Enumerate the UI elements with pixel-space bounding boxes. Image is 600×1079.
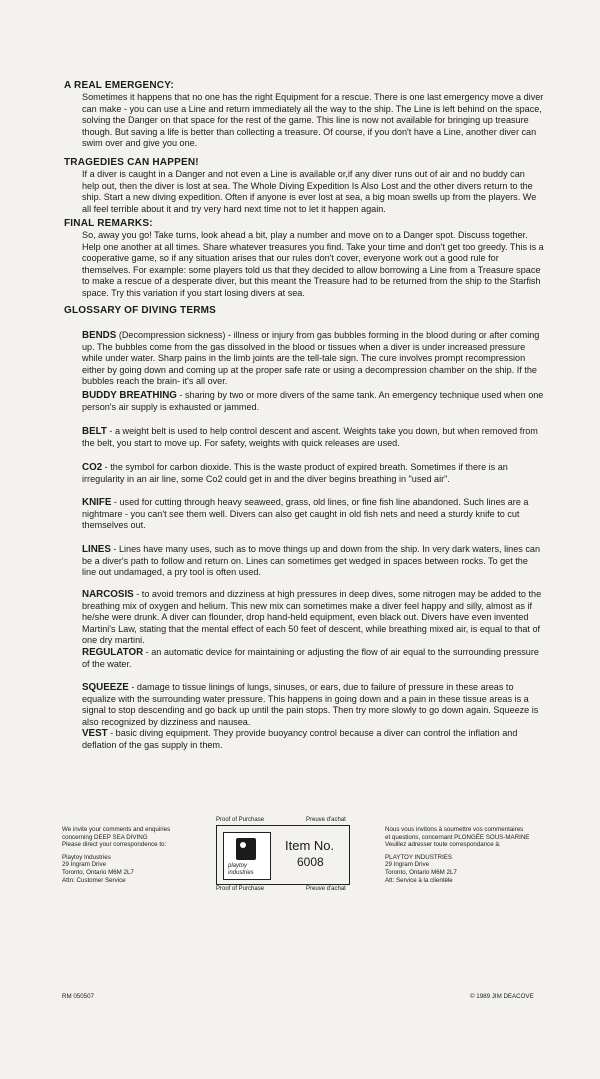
contact-line: We invite your comments and enquiries (62, 826, 171, 833)
glossary-entry-narcosis (82, 589, 544, 647)
glossary-entry-regulator (82, 647, 544, 670)
glossary-term: CO2 (82, 462, 103, 473)
item-number: 6008 (297, 855, 324, 869)
contact-line: concerning DEEP SEA DIVING (62, 833, 148, 841)
proof-top-left: Proof of Purchase (216, 817, 265, 823)
glossary-term: BELT (82, 426, 107, 437)
glossary-definition: - damage to tissue linings of lungs, sinuses, or ears, due to failure of pressure in these areas to equalize with the surrounding water pressure. This happens in going down and a pain in these tissue areas is a signal to stop descending and go back up until the pain stops. Then try more slowly to go down again. Squeeze is also recognized by dizziness and nausea. (82, 682, 539, 727)
glossary-definition: - the symbol for carbon dioxide. This is the waste product of expired breath. Sometimes if there is an irregularity in an air line, some Co2 could get in and the diver begins breathing in "used air". (82, 462, 508, 484)
glossary-heading: GLOSSARY OF DIVING TERMS (64, 305, 217, 316)
final-remarks-heading: FINAL REMARKS: (64, 218, 153, 229)
glossary-term: SQUEEZE (82, 682, 129, 693)
contact-line: 29 Ingram Drive (62, 861, 107, 869)
item-label: Item No. (285, 838, 335, 853)
glossary-term: REGULATOR (82, 647, 144, 658)
glossary-definition: (Decompression sickness) - illness or injury from gas bubbles forming in the blood during or after coming up. The bubbles come from the gas dissolved in the blood or tissues when a diver is under increased pressure while under water. Sharp pains in the limb joints are the tell-tale sign. The cure involves prompt recompression either by going down and coming up at the proper safe rate or using a decompression chamber on the ship. If the bubbles reach the brain- it's all over. (82, 330, 540, 387)
contact-french (385, 826, 555, 884)
contact-english (62, 826, 212, 884)
contact-line: Playtoy Industries (62, 853, 111, 861)
glossary-entry-knife (82, 497, 544, 532)
proof-top-right: Preuve d'achat (306, 817, 346, 823)
glossary-term: BENDS (82, 330, 117, 341)
contact-line: 29 Ingram Drive (385, 861, 430, 869)
copyright-notice: © 1989 JIM DEACOVE (470, 993, 534, 1000)
glossary-definition: - to avoid tremors and dizziness at high pressures in deep dives, some nitrogen may be added to the breathing mix of oxygen and helium. This new mix can sometimes make a diver feel happy and silly, almost as if he/she were drunk. A diver can flounder, drop hand-held equipment, even black out. Divers have even invented Martini's Law, stating that the mental effect of each 50 feet of descent, while breathing mixed air, is equal to that of one dry martini. (82, 589, 542, 646)
glossary-entry-buddy-breathing (82, 390, 544, 413)
emergency-section (64, 80, 544, 150)
glossary-entry-co2 (82, 462, 544, 485)
glossary-entry-vest (82, 728, 544, 751)
glossary-heading-block (64, 305, 544, 317)
glossary-term: NARCOSIS (82, 589, 134, 600)
glossary-definition: - basic diving equipment. They provide buoyancy control because a diver can control the inflation and deflation of the gas supply in them. (82, 728, 518, 750)
final-remarks-section (64, 218, 544, 300)
glossary-term: VEST (82, 728, 108, 739)
glossary-term: KNIFE (82, 497, 112, 508)
glossary-term: LINES (82, 544, 111, 555)
glossary-entry-bends (82, 330, 544, 388)
glossary-entry-squeeze (82, 682, 544, 728)
tragedies-heading: TRAGEDIES CAN HAPPEN! (64, 157, 199, 168)
contact-line: Attn: Customer Service (62, 876, 126, 884)
contact-line: Toronto, Ontario M6M 2L7 (62, 868, 134, 876)
logo-text: playtoy industries (228, 863, 254, 876)
emergency-body: Sometimes it happens that no one has the right Equipment for a rescue. There is one last emergency move a diver can make - you can use a Line and return immediately all the way to the ship. The Line is left behind on the space, solving the Danger on that space for the rest of the game. This line is now not available for bringing up treasure though. But saving a life is better than collecting a treasure. Of course, if you don't have a Line, another diver can swim over and give you one. (82, 92, 544, 149)
contact-line: Att: Service à la clientèle (385, 876, 453, 884)
tragedies-section (64, 157, 544, 215)
glossary-entry-lines (82, 544, 544, 579)
proof-of-purchase-box (216, 825, 350, 885)
glossary-definition: - Lines have many uses, such as to move things up and down from the ship. In very dark waters, lines can be a diver's path to follow and return on. Lines can sometimes get wedged in spaces between rocks. To get the line out undamaged, a pry tool is often used. (82, 544, 540, 578)
document-code: RM 050507 (62, 993, 94, 1000)
tragedies-body: If a diver is caught in a Danger and not even a Line is available or,if any diver runs out of air and no buddy can help out, then the diver is lost at sea. The Whole Diving Expedition Is Also Lost and the other divers return to the ship. Start a new diving expedition. Often if anyone is ever lost at sea, a big moan swells up from the players. We all feel terrible about it and try very hard next time not to let it happen again. (82, 169, 537, 214)
glossary-definition: - used for cutting through heavy seaweed, grass, old lines, or fine fish line abandoned. Such lines are a nightmare - you can't see them well. Divers can also get caught in old fish nets and need a sturdy knife to cut themselves out. (82, 497, 529, 531)
glossary-entry-belt (82, 426, 544, 449)
contact-line: PLAYTOY INDUSTRIES (385, 853, 453, 861)
glossary-definition: - sharing by two or more divers of the same tank. An emergency technique used when one person's air supply is exhausted or jammed. (82, 390, 544, 412)
proof-bottom-right: Preuve d'achat (306, 886, 346, 892)
glossary-definition: - a weight belt is used to help control descent and ascent. Weights take you down, but when removed from the belt, you start to move up. For safety, weights with quick releases are used. (82, 426, 538, 448)
contact-line: et questions, concernant PLONGÉE SOUS-MARINE (385, 833, 530, 841)
playtoy-logo-icon (236, 838, 256, 860)
contact-line: Toronto, Ontario M6M 2L7 (385, 868, 457, 876)
contact-line: Please direct your correspondence to: (62, 841, 167, 849)
contact-line: Veuillez adresser toute correspondance à: (385, 841, 501, 849)
glossary-term: BUDDY BREATHING (82, 390, 177, 401)
playtoy-logo (223, 832, 271, 880)
glossary-definition: - an automatic device for maintaining or adjusting the flow of air equal to the surrounding pressure of the water. (82, 647, 539, 669)
proof-bottom-left: Proof of Purchase (216, 886, 265, 892)
emergency-heading: A REAL EMERGENCY: (64, 80, 174, 91)
contact-line: Nous vous invitons à soumettre vos commentaires (385, 826, 524, 833)
final-remarks-body: So, away you go! Take turns, look ahead a bit, play a number and move on to a Danger spot. Discuss together. Help one another at all times. Share whatever treasures you find. Take your time and don't get too greedy. This is a cooperative game, so if any situation arises that our rules don't cover, everyone work out a good rule for themselves. For example: some players told us that they decided to allow borrowing a Line from a Treasure space to make a rescue of a desperate diver, but this meant the Treasure had to be returned from the ship to the Starfish space. Try this variation if you start losing divers at sea. (82, 230, 544, 298)
